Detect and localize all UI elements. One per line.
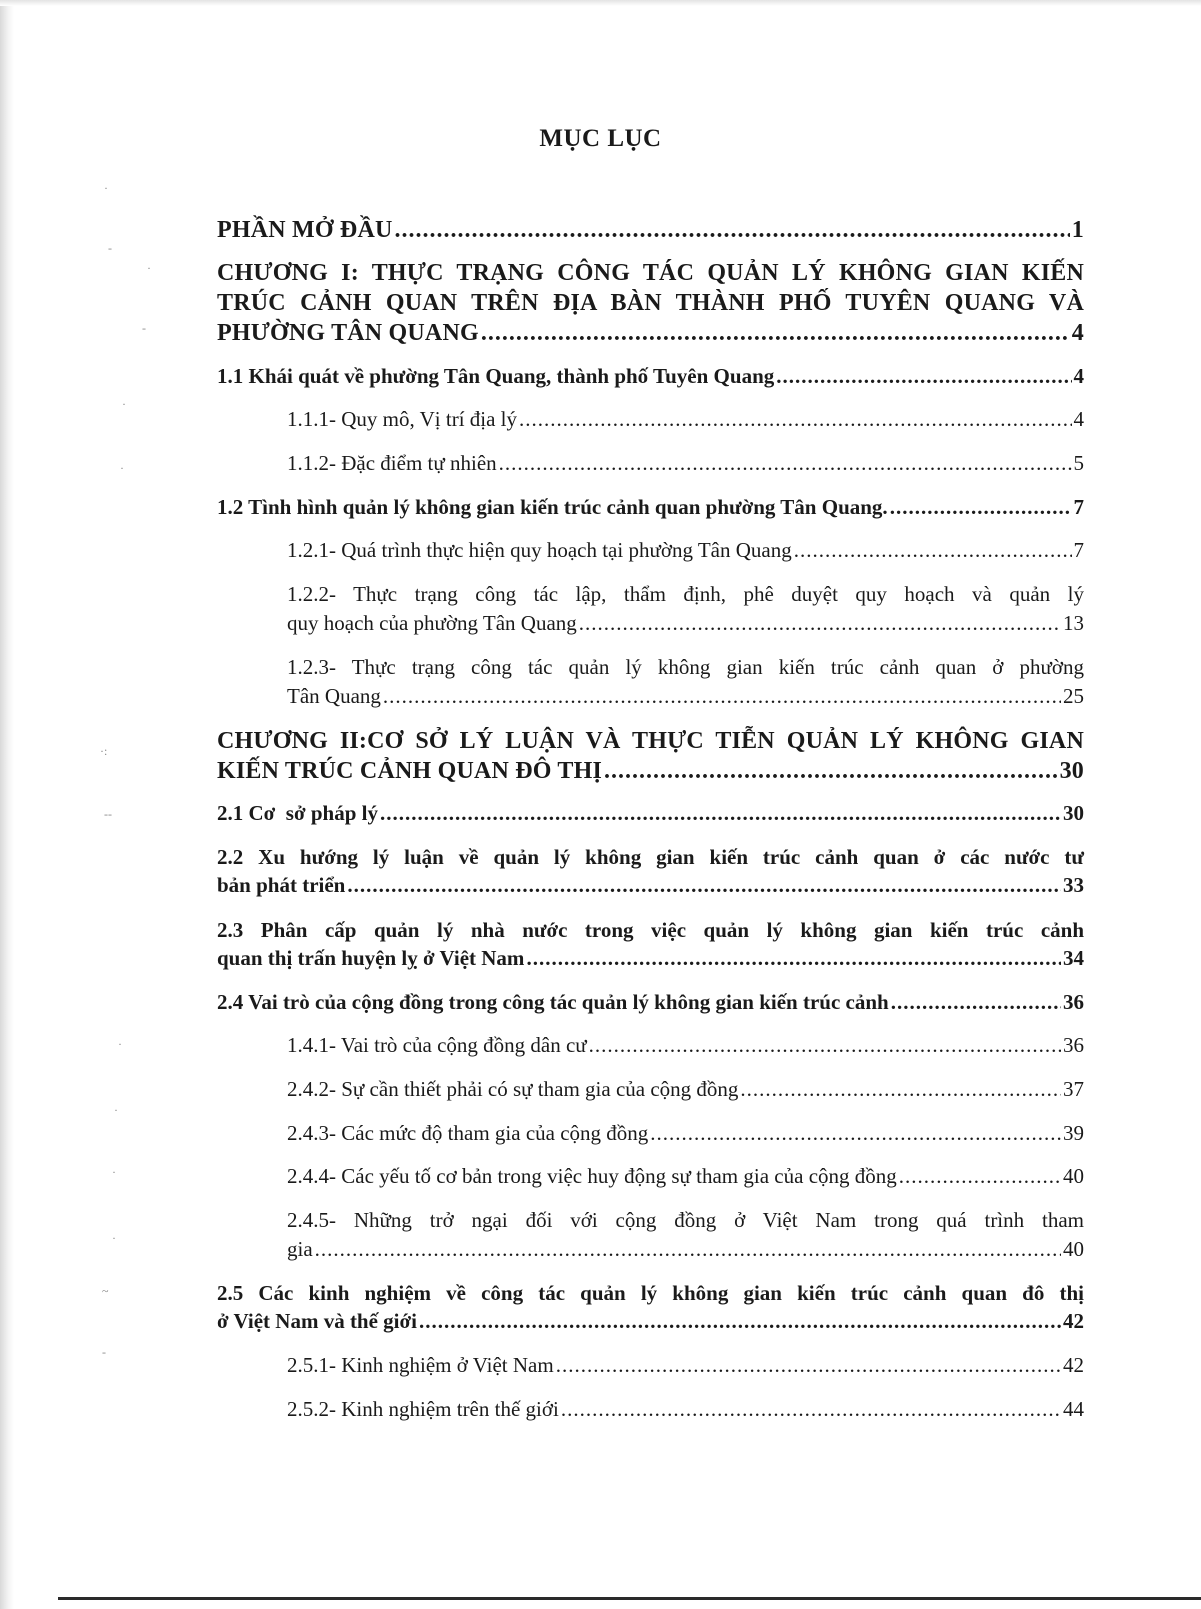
- scan-speck: --: [104, 807, 112, 821]
- scan-speck: -: [142, 321, 146, 335]
- toc-page-number: 1: [1071, 217, 1084, 243]
- toc-page-number: 36: [1063, 1033, 1084, 1057]
- toc-entry-section-1-1: [217, 362, 1084, 390]
- toc-entry-title: 2.4.3- Các mức độ tham gia của cộng đồng: [287, 1121, 649, 1145]
- dot-leader: [890, 493, 1072, 521]
- dot-leader: [383, 682, 1061, 711]
- toc-entry-title-line: ở Việt Nam và thế giới: [217, 1309, 417, 1333]
- toc-page-number: 4: [1073, 407, 1084, 431]
- toc-entry-section-2-3: [217, 916, 1084, 972]
- toc-entry-title: 2.4.2- Sự cần thiết phải có sự tham gia của cộng đồng: [287, 1077, 739, 1101]
- toc-entry-title-line: gia: [287, 1237, 313, 1261]
- dot-leader: [794, 536, 1072, 565]
- toc-page-number: 37: [1063, 1077, 1084, 1101]
- toc-entry-title: 2.1 Cơ sở pháp lý: [217, 801, 378, 825]
- toc-page-number: 7: [1073, 538, 1084, 562]
- toc-entry-title: 1.2 Tình hình quản lý không gian kiến trúc cảnh quan phường Tân Quang.: [217, 495, 888, 519]
- dot-leader: [891, 988, 1061, 1016]
- toc-entry-title-line: TRÚC CẢNH QUAN TRÊN ĐỊA BÀN THÀNH PHỐ TUYÊN QUANG VÀ: [217, 290, 1084, 316]
- dot-leader: [519, 405, 1071, 434]
- toc-entry-subsection-2-4-3: [287, 1119, 1084, 1148]
- toc-entry-subsection-2-4-2: [287, 1075, 1084, 1104]
- dot-leader: [347, 871, 1061, 899]
- toc-entry-subsection-1-2-1: [287, 536, 1084, 565]
- scan-speck: ·: [122, 397, 126, 411]
- toc-page-number: 4: [1073, 364, 1084, 388]
- toc-page-number: 40: [1063, 1237, 1084, 1261]
- toc-entry-title-line: 2.3 Phân cấp quản lý nhà nước trong việc quản lý không gian kiến trúc cảnh: [217, 918, 1084, 942]
- dot-leader: [561, 1395, 1061, 1424]
- toc-entry-title-line: quy hoạch của phường Tân Quang: [287, 611, 577, 635]
- toc-entry-chapter-2: [217, 726, 1084, 786]
- dot-leader: [604, 756, 1058, 786]
- dot-leader: [556, 1351, 1061, 1380]
- toc-entry-title: 1.4.1- Vai trò của cộng đồng dân cư: [287, 1033, 587, 1057]
- toc-entry-subsection-2-4-5: [287, 1206, 1084, 1264]
- toc-page-number: 36: [1063, 990, 1084, 1014]
- toc-page-number: 7: [1073, 495, 1084, 519]
- toc-entry-section-1-2: [217, 493, 1084, 521]
- toc-entry-subsection-2-5-2: [287, 1395, 1084, 1424]
- toc-entry-title-line: 2.5 Các kinh nghiệm về công tác quản lý không gian kiến trúc cảnh quan đô thị: [217, 1281, 1084, 1305]
- dot-leader: [481, 318, 1070, 348]
- toc-entry-subsection-2-4-4: [287, 1162, 1084, 1191]
- toc-page-number: 4: [1071, 320, 1084, 346]
- toc-page-number: 5: [1073, 451, 1084, 475]
- dot-leader: [419, 1307, 1061, 1335]
- toc-page-number: 39: [1063, 1121, 1084, 1145]
- scan-speck: ·: [120, 461, 124, 475]
- toc-entry-title-line: quan thị trấn huyện lỵ ở Việt Nam: [217, 946, 525, 970]
- bottom-border-line: [58, 1597, 1201, 1600]
- toc-entry-introduction: [217, 215, 1084, 245]
- toc-entry-subsection-2-5-1: [287, 1351, 1084, 1380]
- toc-entry-section-2-1: [217, 799, 1084, 827]
- toc-entry-title: 2.4.4- Các yếu tố cơ bản trong việc huy động sự tham gia của cộng đồng: [287, 1164, 897, 1188]
- toc-entry-title: PHẦN MỞ ĐẦU: [217, 217, 393, 243]
- dot-leader: [395, 215, 1070, 245]
- toc-entry-title: 2.4 Vai trò của cộng đồng trong công tác quản lý không gian kiến trúc cảnh: [217, 990, 889, 1014]
- dot-leader: [579, 609, 1061, 638]
- toc-entry-subsection-1-1-1: [287, 405, 1084, 434]
- scan-speck: ·: [114, 1103, 118, 1117]
- toc-entry-title: 2.5.2- Kinh nghiệm trên thế giới: [287, 1397, 559, 1421]
- scan-speck: ~: [102, 1284, 109, 1298]
- toc-entry-title-line: 2.2 Xu hướng lý luận về quản lý không gian kiến trúc cảnh quan ở các nước tư: [217, 845, 1084, 869]
- toc-entry-subsection-1-2-3: [287, 653, 1084, 711]
- scan-speck: ·: [147, 261, 151, 275]
- toc-page-number: 30: [1059, 758, 1084, 784]
- toc-entry-subsection-1-4-1: [287, 1031, 1084, 1060]
- toc-entry-subsection-1-2-2: [287, 580, 1084, 638]
- toc-page-number: 30: [1063, 801, 1084, 825]
- toc-page-number: 40: [1063, 1164, 1084, 1188]
- toc-page-number: 42: [1063, 1353, 1084, 1377]
- scan-speck: -: [102, 1345, 106, 1359]
- toc-page-number: 33: [1063, 873, 1084, 897]
- dot-leader: [776, 362, 1071, 390]
- toc-entry-title: 1.1.2- Đặc điểm tự nhiên: [287, 451, 497, 475]
- toc-entry-title-line: 1.2.3- Thực trạng công tác quản lý không gian kiến trúc cảnh quan ở phường: [287, 655, 1084, 679]
- toc-entry-title-line: CHƯƠNG I: THỰC TRẠNG CÔNG TÁC QUẢN LÝ KHÔNG GIAN KIẾN: [217, 260, 1084, 286]
- dot-leader: [380, 799, 1061, 827]
- toc-page-number: 25: [1063, 684, 1084, 708]
- toc-entry-title-line: PHƯỜNG TÂN QUANG: [217, 320, 479, 346]
- page-title: MỤC LỤC: [539, 125, 662, 152]
- dot-leader: [899, 1162, 1061, 1191]
- toc-entry-section-2-4: [217, 988, 1084, 1016]
- toc-entry-title: 1.1 Khái quát về phường Tân Quang, thành phố Tuyên Quang: [217, 364, 775, 388]
- dot-leader: [526, 944, 1061, 972]
- toc-entry-chapter-1: [217, 258, 1084, 348]
- toc-page-number: 44: [1063, 1397, 1084, 1421]
- dot-leader: [589, 1031, 1061, 1060]
- scan-speck: ·: [112, 1231, 116, 1245]
- toc-entry-title-line: CHƯƠNG II:CƠ SỞ LÝ LUẬN VÀ THỰC TIỄN QUẢN LÝ KHÔNG GIAN: [217, 728, 1084, 754]
- toc-page-number: 34: [1063, 946, 1084, 970]
- toc-entry-title-line: Tân Quang: [287, 684, 381, 708]
- scan-speck: ·: [118, 1037, 122, 1051]
- dot-leader: [650, 1119, 1061, 1148]
- scan-speck: ·:: [100, 744, 108, 758]
- toc-entry-title-line: 2.4.5- Những trở ngại đối với cộng đồng ở Việt Nam trong quá trình tham: [287, 1208, 1084, 1232]
- toc-page-number: 42: [1063, 1309, 1084, 1333]
- toc-entry-subsection-1-1-2: [287, 449, 1084, 478]
- toc-entry-section-2-2: [217, 843, 1084, 899]
- scan-speck: -: [108, 241, 112, 255]
- toc-page-number: 13: [1063, 611, 1084, 635]
- toc-entry-section-2-5: [217, 1279, 1084, 1335]
- toc-entry-title-line: bản phát triển: [217, 873, 346, 897]
- dot-leader: [740, 1075, 1061, 1104]
- toc-entry-title: 2.5.1- Kinh nghiệm ở Việt Nam: [287, 1353, 554, 1377]
- toc-entry-title: 1.2.1- Quá trình thực hiện quy hoạch tại phường Tân Quang: [287, 538, 792, 562]
- dot-leader: [315, 1235, 1061, 1264]
- scan-speck: ·: [112, 1165, 116, 1179]
- scan-speck: ·: [104, 181, 108, 195]
- toc-entry-title: 1.1.1- Quy mô, Vị trí địa lý: [287, 407, 518, 431]
- toc-entry-title-line: KIẾN TRÚC CẢNH QUAN ĐÔ THỊ: [217, 758, 603, 784]
- dot-leader: [499, 449, 1072, 478]
- toc-entry-title-line: 1.2.2- Thực trạng công tác lập, thẩm định, phê duyệt quy hoạch và quản lý: [287, 582, 1084, 606]
